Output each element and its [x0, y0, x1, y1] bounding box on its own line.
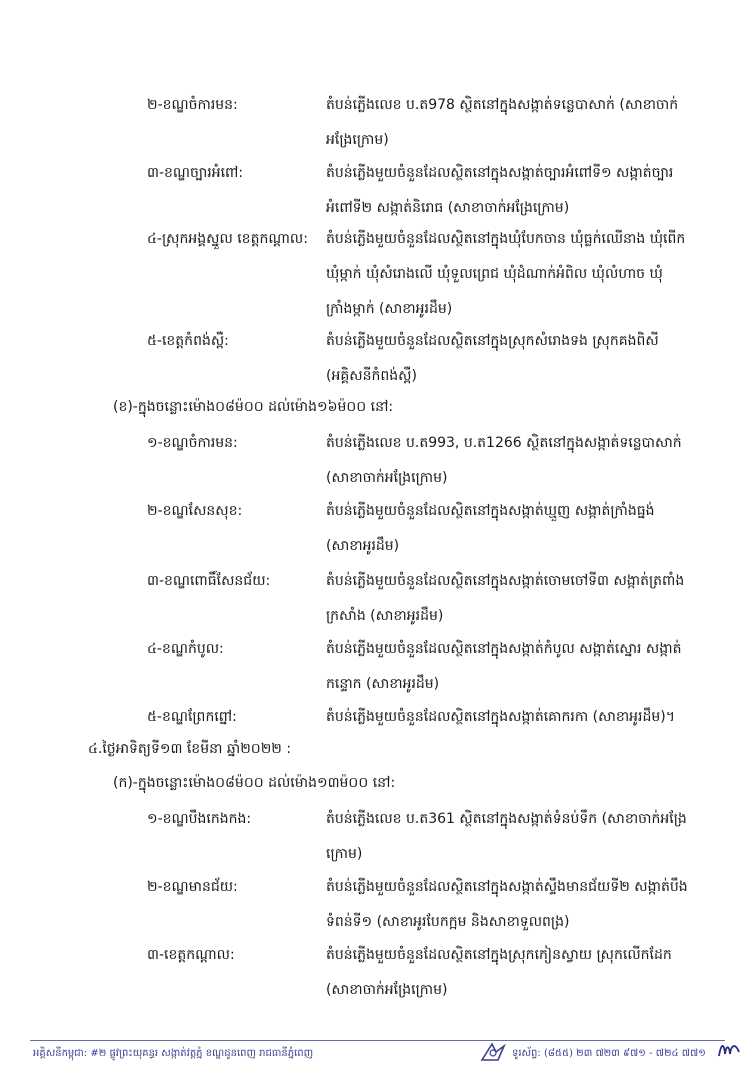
entry-label: ១-ខណ្ឌបឹងកេងកង:: [147, 811, 252, 827]
entry-label: ៣-ខណ្ឌពោធិ៍សែនជ័យ:: [147, 573, 271, 589]
desc-line: ក្រសាំង (សាខាអូរដឹម): [326, 608, 444, 624]
entry-label: ២-ខណ្ឌសែនសុខ:: [147, 503, 243, 519]
desc-line: អង្រែក្រោម): [326, 132, 389, 148]
desc-line: ក្រោម): [326, 846, 363, 862]
footer-phone: ទូរស័ព្ទ: (៨៥៥) ២៣ ៧២៣ ៩៧១ - ៧២៤ ៧៧១: [512, 1048, 706, 1059]
entry-description: [326, 876, 706, 933]
entry-label: ២-ខណ្ឌមានជ័យ:: [147, 879, 238, 895]
desc-line: តំបន់ភ្លើងមួយចំនួនដែលស្ថិតនៅក្នុងសង្កាត់ចោមចៅទី៣ សង្កាត់ត្រពាំង: [326, 573, 685, 589]
entry-description: [326, 570, 706, 627]
desc-line: (សាខាចាក់អង្រែក្រោម): [326, 982, 448, 998]
footer-divider: [30, 1040, 725, 1041]
edc-logo-icon: [478, 1040, 508, 1064]
desc-line: (សាខាចាក់អង្រែក្រោម): [326, 470, 448, 486]
entry-label: ១-ខណ្ឌចំការមន:: [147, 435, 238, 451]
desc-line: ទំពន់ទី១ (សាខាអូរបែកក្អម និងសាខាទួលពង្រ): [326, 914, 570, 930]
day-heading: ៤.ថ្ងៃអាទិត្យទី១៣ ខែមីនា ឆ្នាំ២០២២ :: [88, 741, 292, 757]
desc-line: តំបន់ភ្លើងមួយចំនួនដែលស្ថិតនៅក្នុងស្រុកសំរោងទង ស្រុកគងពិសី: [326, 333, 659, 349]
entry-label: ៥-ខណ្ឌព្រែកព្នៅ:: [147, 709, 237, 725]
footer-address: អគ្គិសនីកម្ពុជា: #២ ផ្លូវព្រះយុគន្ធរ សង្កាត់វត្តភ្នំ ខណ្ឌដូនពេញ រាជធានីភ្នំពេញ: [33, 1048, 314, 1059]
entry-description: [326, 432, 706, 489]
entry-description: [326, 808, 706, 865]
desc-line: (សាខាអូរដឹម): [326, 538, 400, 554]
entry-label: ២-ខណ្ឌចំការមន:: [147, 97, 238, 113]
desc-line: ក្រាំងម្កាក់ (សាខាអូរដឹម): [326, 301, 453, 317]
entry-description: [326, 944, 706, 1001]
entry-label: ៥-ខេត្តកំពង់ស្ពឺ:: [147, 333, 229, 349]
desc-line: (អគ្គិសនីកំពង់ស្ពឺ): [326, 368, 417, 384]
desc-line: តំបន់ភ្លើងមួយចំនួនដែលស្ថិតនៅក្នុងសង្កាត់ច្បារអំពៅទី១ សង្កាត់ច្បារ: [326, 165, 674, 181]
entry-label: ៣-ខណ្ឌច្បារអំពៅ:: [147, 165, 244, 181]
entry-description: [326, 228, 706, 320]
desc-line: អំពៅទី២ សង្កាត់និរោធ (សាខាចាក់អង្រែក្រោម): [326, 200, 570, 216]
entry-label: ៤-ខណ្ឌកំបូល:: [147, 641, 224, 657]
desc-line: តំបន់ភ្លើងមួយចំនួនដែលស្ថិតនៅក្នុងឃុំបែកចាន ឃុំធ្លក់ឈើនាង ឃុំពើក: [326, 231, 686, 247]
entry-description: [326, 638, 706, 695]
time-range-heading: (ក)-ក្នុងចន្លោះម៉ោង០៨ម៉០០ ដល់ម៉ោង១៣ម៉០០ នៅ:: [113, 775, 396, 791]
entry-description: [326, 330, 706, 387]
entry-label: ៣-ខេត្តកណ្ដាល:: [147, 947, 235, 963]
desc-line: តំបន់ភ្លើងលេខ ប.ត993, ប.ត1266 ស្ថិតនៅក្នុងសង្កាត់ទន្លេបាសាក់: [326, 435, 682, 451]
desc-line: តំបន់ភ្លើងមួយចំនួនដែលស្ថិតនៅក្នុងស្រុកកៀនស្វាយ ស្រុកលើកដែក: [326, 947, 672, 963]
entry-description: [326, 706, 706, 728]
desc-line: តំបន់ភ្លើងមួយចំនួនដែលស្ថិតនៅក្នុងសង្កាត់គោករកា (សាខាអូរដឹម)។: [326, 709, 675, 725]
entry-description: [326, 500, 706, 557]
handwritten-initial-icon: [716, 1036, 742, 1062]
entry-description: [326, 162, 706, 219]
entry-label: ៤-ស្រុកអង្គស្នួល ខេត្តកណ្ដាល:: [147, 231, 308, 247]
desc-line: តំបន់ភ្លើងលេខ ប.ត978 ស្ថិតនៅក្នុងសង្កាត់ទន្លេបាសាក់ (សាខាចាក់: [326, 97, 679, 113]
time-range-heading: (ខ)-ក្នុងចន្លោះម៉ោង០៨ម៉០០ ដល់ម៉ោង១៦ម៉០០ នៅ:: [113, 399, 394, 415]
desc-line: តំបន់ភ្លើងមួយចំនួនដែលស្ថិតនៅក្នុងសង្កាត់កំបូល សង្កាត់ស្នោរ សង្កាត់: [326, 641, 682, 657]
entry-description: [326, 94, 706, 151]
desc-line: តំបន់ភ្លើងលេខ ប.ត361 ស្ថិតនៅក្នុងសង្កាត់ទំនប់ទឹក (សាខាចាក់អង្រែ: [326, 811, 687, 827]
desc-line: ឃុំម្កាក់ ឃុំសំរោងលើ ឃុំទួលព្រេជ ឃុំដំណាក់អំពិល ឃុំលំហាច ឃុំ: [326, 266, 663, 282]
desc-line: កន្ទោក (សាខាអូរដឹម): [326, 676, 440, 692]
desc-line: តំបន់ភ្លើងមួយចំនួនដែលស្ថិតនៅក្នុងសង្កាត់ស្ទឹងមានជ័យទី២ សង្កាត់បឹង: [326, 879, 688, 895]
desc-line: តំបន់ភ្លើងមួយចំនួនដែលស្ថិតនៅក្នុងសង្កាត់ឃ្មួញ សង្កាត់ក្រាំងធ្នង់: [326, 503, 655, 519]
